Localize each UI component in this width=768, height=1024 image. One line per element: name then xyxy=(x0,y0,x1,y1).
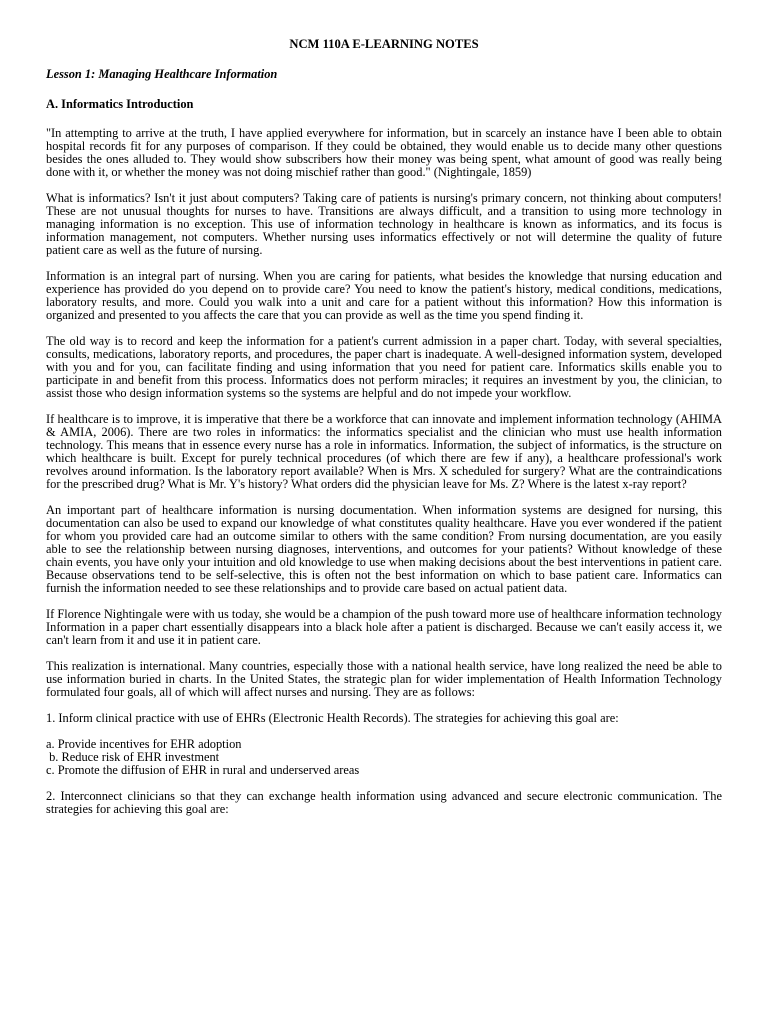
list-item: b. Reduce risk of EHR investment xyxy=(46,750,220,764)
paragraph-florence-nightingale: If Florence Nightingale were with us today, she would be a champion of the push toward more use of healthcare information technology Information in a paper chart essentially disappears into a black hole after a patient is discharged. Because we can't easily access it, we can't learn from it and use it in patient care. xyxy=(46,607,722,647)
document-title: NCM 110A E-LEARNING NOTES xyxy=(289,37,479,51)
paragraph-information-integral: Information is an integral part of nursing. When you are caring for patients, what besides the knowledge that nursing education and experience has provided do you depend on to provide care? You need to know the patient's history, medical conditions, medications, laboratory results, and more. Could you walk into a unit and care for a patient without this information? How this information is organized and presented to you affects the care that you can provide as well as the time you spend finding it. xyxy=(46,269,722,322)
list-item: a. Provide incentives for EHR adoption xyxy=(46,737,242,751)
paragraph-what-is-informatics: What is informatics? Isn't it just about computers? Taking care of patients is nursing's primary concern, not thinking about computers! These are not unusual thoughts for nurses to have. Transitions are always difficult, and a transition to using more technology in managing information is no exception. This use of information technology in healthcare is known as informatics, and its focus is information management, not computers. Whether nursing uses informatics effectively or not will determine the quality of future patient care as well as the future of nursing. xyxy=(46,191,722,257)
paragraph-nursing-documentation: An important part of healthcare information is nursing documentation. When information systems are designed for nursing, this documentation can also be used to expand our knowledge of what constitutes quality healthcare. Have you ever wondered if the patient for whom you provided care had an outcome similar to others with the same condition? From nursing documentation, are you easily able to see the relationship between nursing diagnoses, interventions, and outcomes for your patients? Without knowledge of these chain events, you have only your intuition and old knowledge to use when making decisions about the best interventions in patient care. Because observations tend to be self-selective, this is often not the best information on which to base patient care. Informatics can furnish the information needed to see these relationships and to provide care based on actual patient data. xyxy=(46,503,722,595)
goal-1: 1. Inform clinical practice with use of EHRs (Electronic Health Records). The strategies for achieving this goal are: xyxy=(46,711,619,725)
document-page xyxy=(46,38,722,829)
section-heading: A. Informatics Introduction xyxy=(46,97,194,111)
goal-2: 2. Interconnect clinicians so that they can exchange health information using advanced and secure electronic communication. The strategies for achieving this goal are: xyxy=(46,789,722,816)
paragraph-nightingale-quote: "In attempting to arrive at the truth, I have applied everywhere for information, but in scarcely an instance have I been able to obtain hospital records fit for any purposes of comparison. If they could be obtained, they would enable us to decide many other questions besides the ones alluded to. They would show subscribers how their money was being spent, what amount of good was really being done with it, or whether the money was not doing mischief rather than good." (Nightingale, 1859) xyxy=(46,126,722,179)
goal-1-strategy-list xyxy=(46,738,722,777)
paragraph-workforce: If healthcare is to improve, it is imperative that there be a workforce that can innovate and implement information technology (AHIMA & AMIA, 2006). There are two roles in informatics: the informatics specialist and the clinician who must use health information technology. This means that in essence every nurse has a role in informatics. Information, the subject of informatics, is the structure on which healthcare is built. Except for purely technical procedures (of which there are few if any), a healthcare professional's work revolves around information. Is the laboratory report available? When is Mrs. X scheduled for surgery? What are the contraindications for the prescribed drug? What is Mr. Y's history? What orders did the physician leave for Ms. Z? Where is the latest x-ray report? xyxy=(46,412,722,491)
paragraph-international: This realization is international. Many countries, especially those with a national health service, have long realized the need be able to use information buried in charts. In the United States, the strategic plan for wider implementation of Health Information Technology formulated four goals, all of which will affect nurses and nursing. They are as follows: xyxy=(46,659,722,699)
lesson-title: Lesson 1: Managing Healthcare Information xyxy=(46,67,278,81)
list-item: c. Promote the diffusion of EHR in rural and underserved areas xyxy=(46,763,360,777)
paragraph-paper-chart: The old way is to record and keep the information for a patient's current admission in a paper chart. Today, with several specialties, consults, medications, laboratory reports, and procedures, the paper chart is inadequate. A well-designed information system, developed with you and for you, can facilitate finding and using information that you need for patient care. Informatics skills enable you to participate in and benefit from this process. Informatics does not perform miracles; it requires an investment by you, the clinician, to assist those who design information systems so the systems are helpful and do not impede your workflow. xyxy=(46,334,722,400)
